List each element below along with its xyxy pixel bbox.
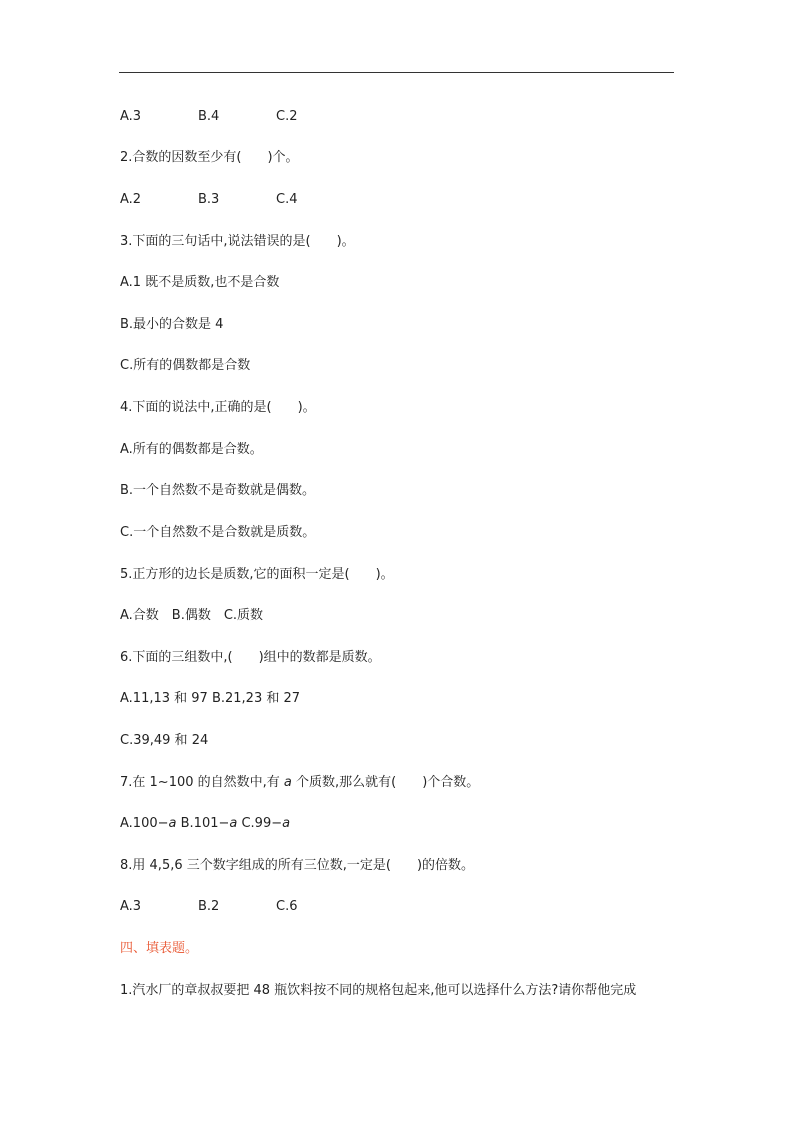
q7-option-a-text: A.100−: [120, 816, 169, 831]
q6-options-ab: A.11,13 和 97 B.21,23 和 27: [120, 691, 301, 706]
table-question-1: 1.汽水厂的章叔叔要把 48 瓶饮料按不同的规格包起来,他可以选择什么方法?请你帮他完成: [120, 983, 637, 998]
q3-option-c: C.所有的偶数都是合数: [120, 358, 251, 373]
option-a: A.3: [120, 899, 142, 914]
section-heading-4: 四、填表题。: [120, 941, 199, 956]
q4-option-a: A.所有的偶数都是合数。: [120, 442, 263, 457]
q4-option-b: B.一个自然数不是奇数就是偶数。: [120, 483, 316, 498]
question-2: 2.合数的因数至少有( )个。: [120, 150, 299, 165]
q3-option-a: A.1 既不是质数,也不是合数: [120, 275, 280, 290]
option-c: C.6: [276, 899, 298, 914]
q7-text-pre: 7.在 1~100 的自然数中,有: [120, 775, 284, 790]
option-a: A.3: [120, 109, 142, 124]
q3-option-b: B.最小的合数是 4: [120, 317, 224, 332]
q7-option-b-var: a: [229, 816, 238, 831]
question-7: [120, 774, 479, 792]
q2-options: [120, 191, 297, 209]
q7-option-c-var: a: [282, 816, 291, 831]
q7-options: [120, 815, 290, 833]
option-b: B.3: [198, 192, 220, 207]
question-5: 5.正方形的边长是质数,它的面积一定是( )。: [120, 567, 394, 582]
q7-option-a-var: a: [168, 816, 177, 831]
q7-option-b-text: B.101−: [176, 816, 230, 831]
q7-text-post: 个质数,那么就有( )个合数。: [291, 775, 480, 790]
question-6: 6.下面的三组数中,( )组中的数都是质数。: [120, 650, 381, 665]
q4-option-c: C.一个自然数不是合数就是质数。: [120, 525, 316, 540]
q5-options: A.合数 B.偶数 C.质数: [120, 608, 264, 623]
question-3: 3.下面的三句话中,说法错误的是( )。: [120, 234, 355, 249]
question-4: 4.下面的说法中,正确的是( )。: [120, 400, 316, 415]
q7-variable: a: [283, 775, 292, 790]
option-b: B.2: [198, 899, 220, 914]
option-b: B.4: [198, 109, 220, 124]
option-a: A.2: [120, 192, 142, 207]
option-c: C.2: [276, 109, 298, 124]
q7-option-c-text: C.99−: [237, 816, 283, 831]
option-c: C.4: [276, 192, 298, 207]
q1-options: [120, 108, 297, 126]
q6-option-c: C.39,49 和 24: [120, 733, 209, 748]
header-rule: [119, 72, 674, 73]
question-8: 8.用 4,5,6 三个数字组成的所有三位数,一定是( )的倍数。: [120, 858, 475, 873]
q8-options: [120, 898, 297, 916]
